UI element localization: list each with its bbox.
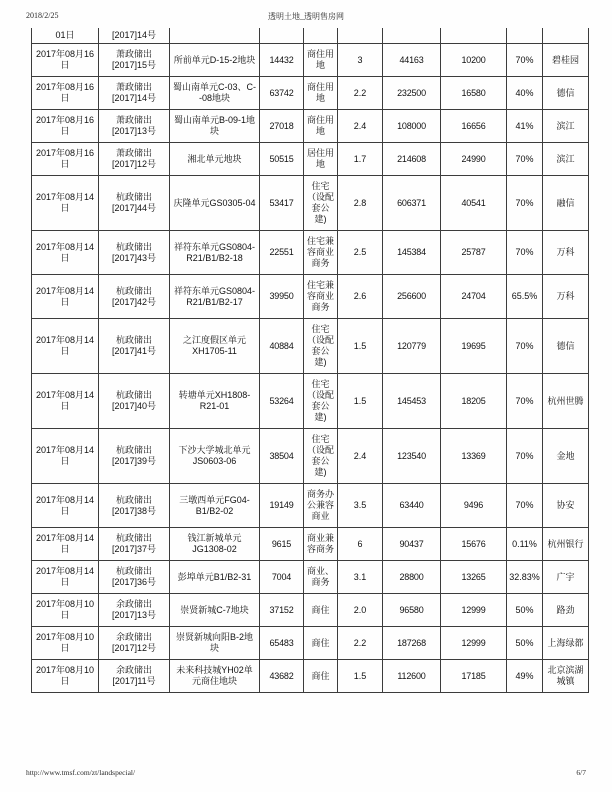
cell-buyer: 北京滨湖城镇 — [543, 660, 589, 693]
cell-percent: 70% — [507, 319, 543, 374]
table-body — [32, 28, 589, 693]
cell-date: 2017年08月16日 — [32, 110, 99, 143]
cell-buyer: 路劲 — [543, 594, 589, 627]
table-row — [32, 484, 589, 528]
cell-doc-number: [2017]14号 — [99, 28, 170, 44]
cell-area: 7004 — [260, 561, 304, 594]
table-row — [32, 176, 589, 231]
cell-doc-number: 萧政储出[2017]15号 — [99, 44, 170, 77]
cell-area: 9615 — [260, 528, 304, 561]
cell-value-1: 232500 — [383, 77, 441, 110]
cell-doc-number: 萧政储出[2017]12号 — [99, 143, 170, 176]
cell-buyer: 碧桂园 — [543, 44, 589, 77]
cell-buyer: 广宇 — [543, 561, 589, 594]
footer-url: http://www.tmsf.com/zt/landspecial/ — [26, 768, 136, 777]
cell-land-use: 商住用地 — [304, 110, 338, 143]
cell-value-1: 120779 — [383, 319, 441, 374]
cell-date: 2017年08月16日 — [32, 143, 99, 176]
cell-percent: 49% — [507, 660, 543, 693]
cell-plot-name: 祥符东单元GS0804-R21/B1/B2-17 — [170, 275, 260, 319]
cell-value-1: 96580 — [383, 594, 441, 627]
cell-date: 2017年08月14日 — [32, 231, 99, 275]
cell-buyer: 金地 — [543, 429, 589, 484]
cell-buyer: 德信 — [543, 319, 589, 374]
cell-percent: 70% — [507, 176, 543, 231]
cell-percent: 50% — [507, 627, 543, 660]
cell-land-use: 商务办公兼容商业 — [304, 484, 338, 528]
cell-value-1: 145453 — [383, 374, 441, 429]
cell-buyer: 协安 — [543, 484, 589, 528]
cell-area: 19149 — [260, 484, 304, 528]
cell-buyer: 上海绿都 — [543, 627, 589, 660]
cell-value-2: 19695 — [441, 319, 507, 374]
cell-date: 2017年08月14日 — [32, 176, 99, 231]
cell-area: 50515 — [260, 143, 304, 176]
cell-value-2: 16580 — [441, 77, 507, 110]
cell-plot-name: 崇贤新城C-7地块 — [170, 594, 260, 627]
cell-area — [260, 28, 304, 44]
cell-doc-number: 余政储出[2017]12号 — [99, 627, 170, 660]
cell-plot-ratio: 2.0 — [338, 594, 383, 627]
cell-value-1: 63440 — [383, 484, 441, 528]
cell-doc-number: 杭政储出[2017]40号 — [99, 374, 170, 429]
cell-land-use: 住宅（设配套公建) — [304, 429, 338, 484]
cell-value-1: 44163 — [383, 44, 441, 77]
cell-plot-name: 彭埠单元B1/B2-31 — [170, 561, 260, 594]
cell-area: 65483 — [260, 627, 304, 660]
cell-plot-name: 蜀山南单元C-03、C--08地块 — [170, 77, 260, 110]
cell-plot-ratio — [338, 28, 383, 44]
cell-plot-ratio: 2.4 — [338, 110, 383, 143]
cell-buyer: 滨江 — [543, 110, 589, 143]
cell-percent: 0.11% — [507, 528, 543, 561]
cell-plot-ratio: 3 — [338, 44, 383, 77]
cell-percent: 70% — [507, 44, 543, 77]
cell-plot-name: 转塘单元XH1808-R21-01 — [170, 374, 260, 429]
cell-doc-number: 杭政储出[2017]41号 — [99, 319, 170, 374]
cell-land-use: 商住用地 — [304, 77, 338, 110]
cell-value-1: 214608 — [383, 143, 441, 176]
cell-doc-number: 杭政储出[2017]42号 — [99, 275, 170, 319]
cell-value-2: 24990 — [441, 143, 507, 176]
table-row — [32, 28, 589, 44]
cell-plot-name — [170, 28, 260, 44]
table-row — [32, 319, 589, 374]
cell-percent: 70% — [507, 143, 543, 176]
print-header — [26, 11, 586, 23]
cell-doc-number: 萧政储出[2017]13号 — [99, 110, 170, 143]
cell-land-use: 商住用地 — [304, 44, 338, 77]
cell-plot-ratio: 1.5 — [338, 660, 383, 693]
cell-area: 22551 — [260, 231, 304, 275]
cell-value-2: 24704 — [441, 275, 507, 319]
cell-doc-number: 杭政储出[2017]38号 — [99, 484, 170, 528]
cell-value-1: 108000 — [383, 110, 441, 143]
cell-percent: 70% — [507, 374, 543, 429]
cell-date: 2017年08月16日 — [32, 77, 99, 110]
cell-plot-ratio: 2.6 — [338, 275, 383, 319]
cell-plot-ratio: 2.2 — [338, 627, 383, 660]
cell-value-1: 187268 — [383, 627, 441, 660]
table-row — [32, 429, 589, 484]
cell-value-2: 15676 — [441, 528, 507, 561]
cell-value-2: 13265 — [441, 561, 507, 594]
cell-land-use — [304, 28, 338, 44]
cell-land-use: 商业兼容商务 — [304, 528, 338, 561]
cell-area: 53264 — [260, 374, 304, 429]
cell-plot-name: 庆隆单元GS0305-04 — [170, 176, 260, 231]
print-footer — [26, 768, 586, 780]
cell-buyer: 德信 — [543, 77, 589, 110]
cell-buyer: 万科 — [543, 275, 589, 319]
cell-plot-ratio: 1.7 — [338, 143, 383, 176]
cell-date: 2017年08月10日 — [32, 594, 99, 627]
cell-value-1: 606371 — [383, 176, 441, 231]
cell-value-2: 13369 — [441, 429, 507, 484]
cell-percent — [507, 28, 543, 44]
cell-plot-name: 所前单元D-15-2地块 — [170, 44, 260, 77]
cell-buyer — [543, 28, 589, 44]
cell-area: 63742 — [260, 77, 304, 110]
cell-plot-ratio: 1.5 — [338, 319, 383, 374]
cell-land-use: 住宅（设配套公建) — [304, 374, 338, 429]
cell-date: 2017年08月14日 — [32, 528, 99, 561]
cell-plot-name: 蜀山南单元B-09-1地块 — [170, 110, 260, 143]
cell-value-1: 90437 — [383, 528, 441, 561]
table-row — [32, 275, 589, 319]
cell-land-use: 商业、商务 — [304, 561, 338, 594]
cell-plot-ratio: 2.4 — [338, 429, 383, 484]
print-date: 2018/2/25 — [26, 11, 59, 20]
cell-area: 37152 — [260, 594, 304, 627]
cell-percent: 70% — [507, 484, 543, 528]
cell-land-use: 住宅兼容商业商务 — [304, 231, 338, 275]
cell-plot-name: 崇贤新城向阳B-2地块 — [170, 627, 260, 660]
page-title: 透明土地_透明售房网 — [268, 12, 344, 21]
cell-buyer: 滨江 — [543, 143, 589, 176]
cell-percent: 50% — [507, 594, 543, 627]
cell-date: 2017年08月10日 — [32, 627, 99, 660]
cell-land-use: 商住 — [304, 594, 338, 627]
cell-buyer: 万科 — [543, 231, 589, 275]
table-row — [32, 110, 589, 143]
cell-plot-ratio: 1.5 — [338, 374, 383, 429]
cell-doc-number: 杭政储出[2017]39号 — [99, 429, 170, 484]
cell-value-1 — [383, 28, 441, 44]
table-row — [32, 143, 589, 176]
cell-doc-number: 杭政储出[2017]44号 — [99, 176, 170, 231]
cell-date: 2017年08月14日 — [32, 374, 99, 429]
cell-land-use: 住宅兼容商业商务 — [304, 275, 338, 319]
cell-date: 2017年08月10日 — [32, 660, 99, 693]
cell-area: 43682 — [260, 660, 304, 693]
cell-plot-name: 钱江新城单元JG1308-02 — [170, 528, 260, 561]
cell-buyer: 杭州银行 — [543, 528, 589, 561]
cell-land-use: 住宅（设配套公建) — [304, 176, 338, 231]
cell-percent: 65.5% — [507, 275, 543, 319]
cell-area: 53417 — [260, 176, 304, 231]
cell-doc-number: 杭政储出[2017]36号 — [99, 561, 170, 594]
cell-value-2: 16656 — [441, 110, 507, 143]
cell-percent: 40% — [507, 77, 543, 110]
table-row — [32, 528, 589, 561]
cell-doc-number: 杭政储出[2017]43号 — [99, 231, 170, 275]
cell-date: 01日 — [32, 28, 99, 44]
cell-doc-number: 杭政储出[2017]37号 — [99, 528, 170, 561]
cell-land-use: 居住用地 — [304, 143, 338, 176]
table-row — [32, 627, 589, 660]
cell-plot-name: 未来科技城YH02单元商住地块 — [170, 660, 260, 693]
cell-value-2 — [441, 28, 507, 44]
table-row — [32, 374, 589, 429]
cell-area: 27018 — [260, 110, 304, 143]
table-row — [32, 77, 589, 110]
cell-date: 2017年08月14日 — [32, 275, 99, 319]
page-number: 6/7 — [576, 768, 586, 777]
cell-plot-ratio: 2.8 — [338, 176, 383, 231]
cell-land-use: 商住 — [304, 660, 338, 693]
cell-value-2: 12999 — [441, 594, 507, 627]
cell-plot-name: 三墩西单元FG04-B1/B2-02 — [170, 484, 260, 528]
cell-area: 39950 — [260, 275, 304, 319]
cell-date: 2017年08月14日 — [32, 561, 99, 594]
cell-value-2: 18205 — [441, 374, 507, 429]
cell-land-use: 商住 — [304, 627, 338, 660]
cell-percent: 70% — [507, 231, 543, 275]
cell-plot-ratio: 3.5 — [338, 484, 383, 528]
cell-value-1: 112600 — [383, 660, 441, 693]
cell-value-2: 12999 — [441, 627, 507, 660]
cell-plot-name: 湘北单元地块 — [170, 143, 260, 176]
cell-value-2: 40541 — [441, 176, 507, 231]
cell-percent: 41% — [507, 110, 543, 143]
cell-value-1: 145384 — [383, 231, 441, 275]
cell-land-use: 住宅（设配套公建) — [304, 319, 338, 374]
cell-value-1: 28800 — [383, 561, 441, 594]
cell-plot-name: 之江度假区单元XH1705-11 — [170, 319, 260, 374]
cell-date: 2017年08月14日 — [32, 484, 99, 528]
table-row — [32, 594, 589, 627]
cell-percent: 70% — [507, 429, 543, 484]
cell-plot-ratio: 3.1 — [338, 561, 383, 594]
cell-plot-ratio: 2.2 — [338, 77, 383, 110]
cell-value-2: 9496 — [441, 484, 507, 528]
cell-value-2: 10200 — [441, 44, 507, 77]
cell-area: 14432 — [260, 44, 304, 77]
cell-date: 2017年08月14日 — [32, 319, 99, 374]
cell-doc-number: 萧政储出[2017]14号 — [99, 77, 170, 110]
cell-buyer: 杭州世腾 — [543, 374, 589, 429]
table-row — [32, 44, 589, 77]
cell-plot-name: 祥符东单元GS0804-R21/B1/B2-18 — [170, 231, 260, 275]
cell-date: 2017年08月16日 — [32, 44, 99, 77]
cell-value-2: 25787 — [441, 231, 507, 275]
cell-doc-number: 余政储出[2017]11号 — [99, 660, 170, 693]
cell-percent: 32.83% — [507, 561, 543, 594]
table-row — [32, 231, 589, 275]
cell-area: 38504 — [260, 429, 304, 484]
cell-plot-ratio: 2.5 — [338, 231, 383, 275]
table-row — [32, 561, 589, 594]
cell-plot-ratio: 6 — [338, 528, 383, 561]
cell-buyer: 融信 — [543, 176, 589, 231]
cell-area: 40884 — [260, 319, 304, 374]
cell-doc-number: 余政储出[2017]13号 — [99, 594, 170, 627]
cell-value-1: 256600 — [383, 275, 441, 319]
cell-value-1: 123540 — [383, 429, 441, 484]
cell-value-2: 17185 — [441, 660, 507, 693]
table-row — [32, 660, 589, 693]
land-transactions-table — [31, 28, 589, 693]
cell-plot-name: 下沙大学城北单元JS0603-06 — [170, 429, 260, 484]
cell-date: 2017年08月14日 — [32, 429, 99, 484]
